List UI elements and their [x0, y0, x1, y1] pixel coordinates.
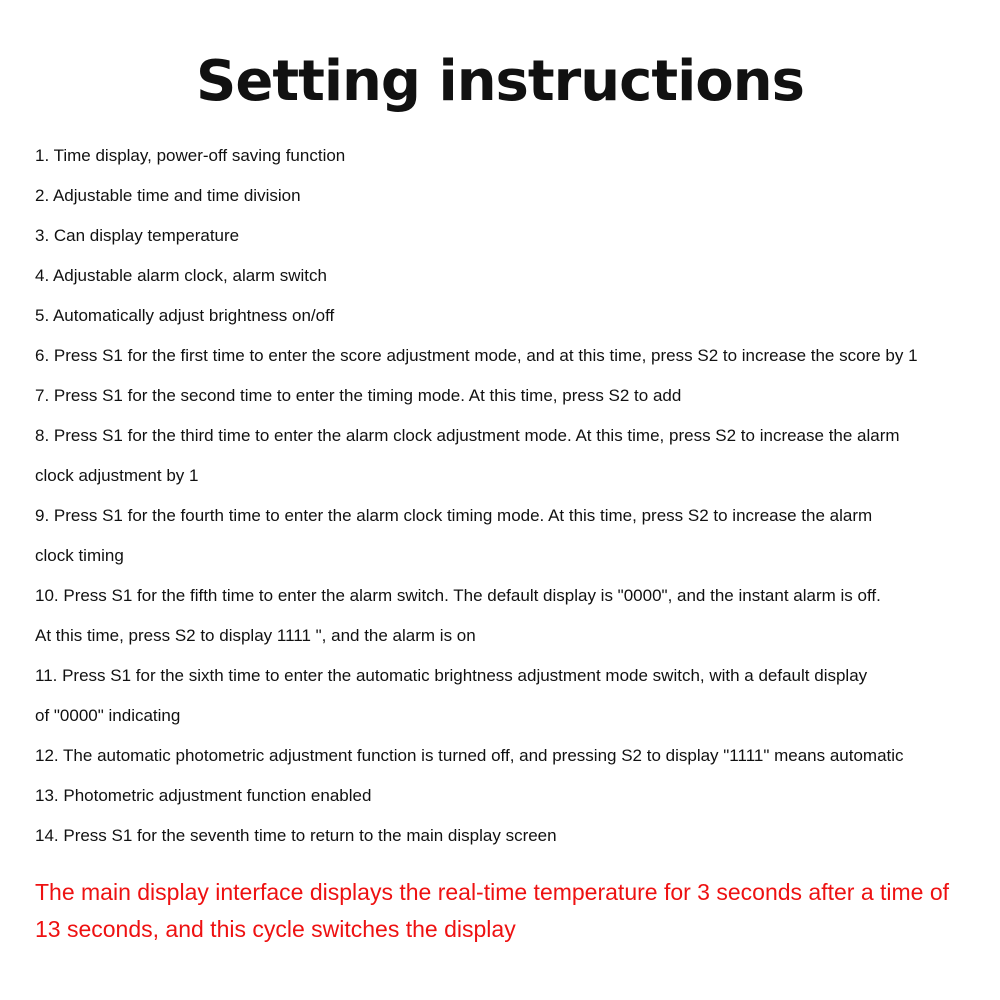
instruction-line-9-continued: clock timing	[35, 546, 124, 565]
instruction-line-10: 10. Press S1 for the fifth time to enter the alarm switch. The default display is "0000", and the instant alarm is off.	[35, 586, 881, 605]
instruction-line-14: 14. Press S1 for the seventh time to return to the main display screen	[35, 826, 557, 845]
instruction-line-2: 2. Adjustable time and time division	[35, 186, 301, 205]
instruction-list	[35, 136, 985, 856]
instruction-line-12: 12. The automatic photometric adjustment function is turned off, and pressing S2 to display "1111" means automatic	[35, 746, 904, 765]
instruction-line-8: 8. Press S1 for the third time to enter the alarm clock adjustment mode. At this time, press S2 to increase the alarm	[35, 426, 900, 445]
instruction-line-9: 9. Press S1 for the fourth time to enter the alarm clock timing mode. At this time, press S2 to increase the alarm	[35, 506, 873, 525]
instruction-line-1: 1. Time display, power-off saving function	[35, 146, 346, 165]
instruction-line-5: 5. Automatically adjust brightness on/off	[35, 306, 335, 325]
display-cycle-note: The main display interface displays the real-time temperature for 3 seconds after a time of 13 seconds, and this cycle switches the display	[35, 879, 950, 942]
instruction-line-7: 7. Press S1 for the second time to enter the timing mode. At this time, press S2 to add	[35, 386, 682, 405]
instruction-line-11-continued: of "0000" indicating	[35, 706, 181, 725]
instruction-line-6: 6. Press S1 for the first time to enter the score adjustment mode, and at this time, press S2 to increase the score by 1	[35, 346, 918, 365]
instruction-line-13: 13. Photometric adjustment function enabled	[35, 786, 372, 805]
instruction-line-4: 4. Adjustable alarm clock, alarm switch	[35, 266, 327, 285]
page-title: Setting instructions	[196, 49, 804, 114]
instruction-line-8-continued: clock adjustment by 1	[35, 466, 199, 485]
instruction-line-3: 3. Can display temperature	[35, 226, 240, 245]
instruction-line-10-continued: At this time, press S2 to display 1111 ", and the alarm is on	[35, 626, 476, 645]
instruction-line-11: 11. Press S1 for the sixth time to enter the automatic brightness adjustment mode switch, with a default display	[35, 666, 868, 685]
